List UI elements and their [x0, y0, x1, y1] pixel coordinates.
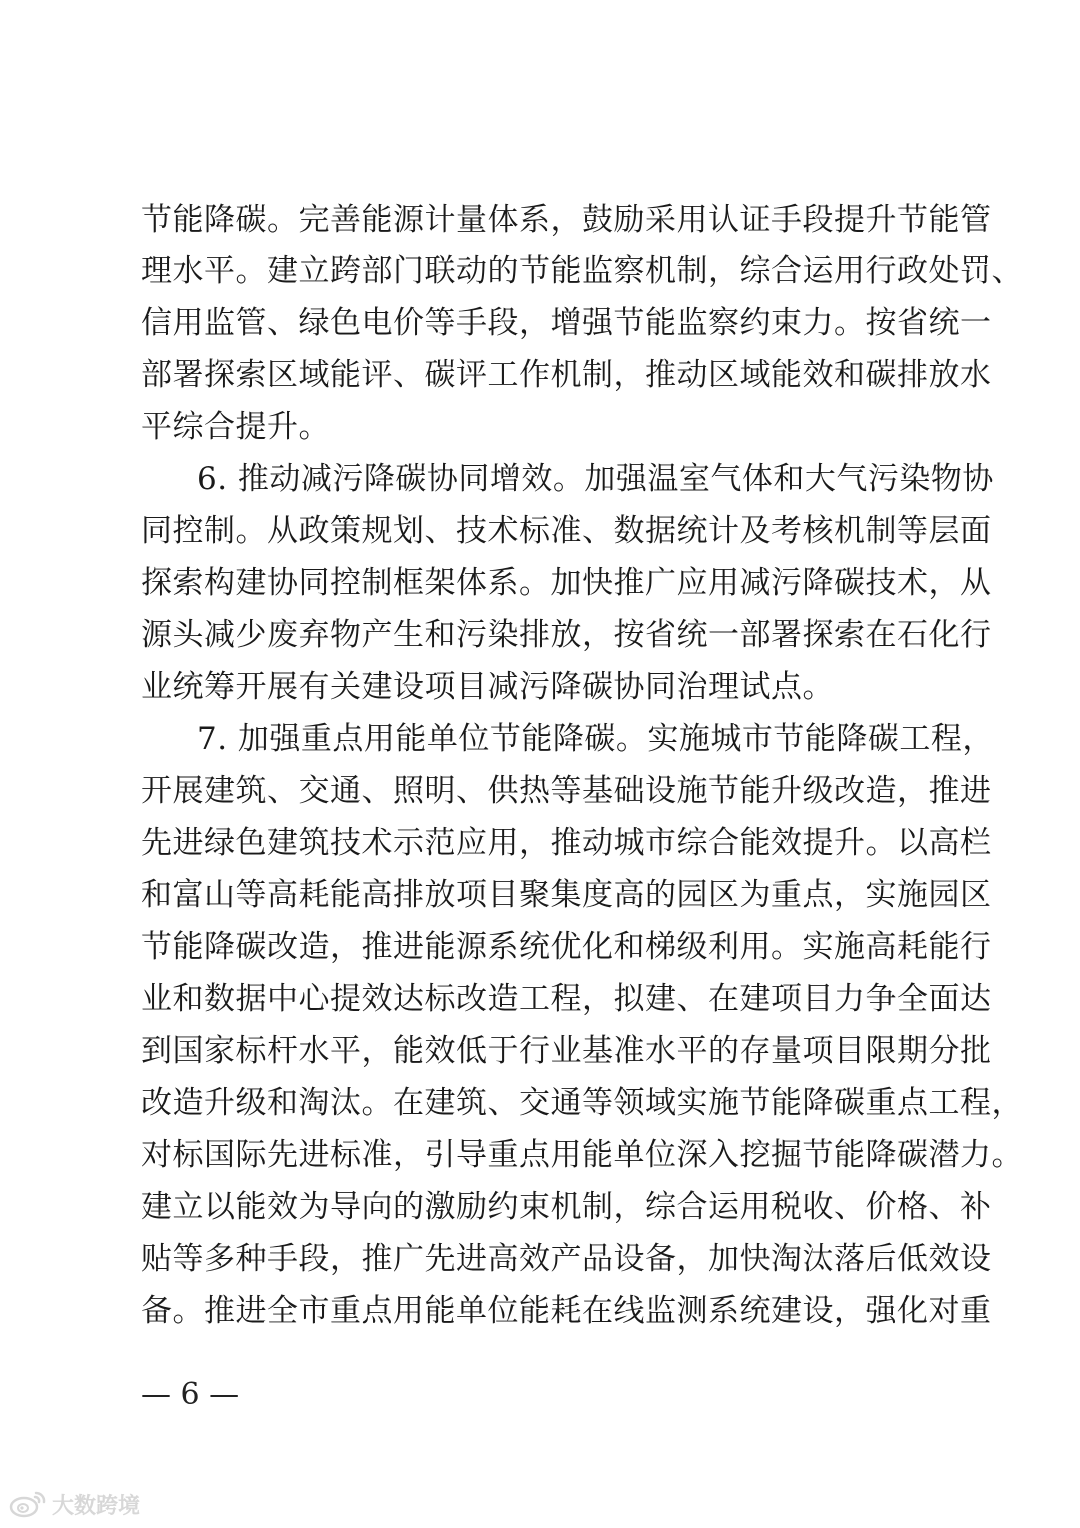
- paragraph-line: 理水平。建立跨部门联动的节能监察机制，综合运用行政处罚、: [141, 253, 1023, 289]
- page-number: — 6 —: [141, 1377, 240, 1412]
- paragraph-line: 同控制。从政策规划、技术标准、数据统计及考核机制等层面: [141, 513, 992, 549]
- paragraph-line: 业和数据中心提效达标改造工程，拟建、在建项目力争全面达: [141, 981, 992, 1017]
- paragraph-line: 备。推进全市重点用能单位能耗在线监测系统建设，强化对重: [141, 1293, 992, 1329]
- paragraph-line: 贴等多种手段，推广先进高效产品设备，加快淘汰落后低效设: [141, 1241, 992, 1277]
- paragraph-line: 部署探索区域能评、碳评工作机制，推动区域能效和碳排放水: [141, 357, 992, 393]
- paragraph-line: 平综合提升。: [141, 409, 330, 445]
- watermark: [8, 1488, 140, 1520]
- paragraph-line: 探索构建协同控制框架体系。加快推广应用减污降碳技术，从: [141, 565, 992, 601]
- paragraph-line: 和富山等高耗能高排放项目聚集度高的园区为重点，实施园区: [141, 877, 992, 913]
- paragraph-line: 节能降碳。完善能源计量体系，鼓励采用认证手段提升节能管: [141, 202, 992, 238]
- paragraph-line: 建立以能效为导向的激励约束机制，综合运用税收、价格、补: [141, 1189, 992, 1225]
- paragraph-line: 节能降碳改造，推进能源系统优化和梯级利用。实施高耗能行: [141, 929, 992, 965]
- paragraph-line: 改造升级和淘汰。在建筑、交通等领域实施节能降碳重点工程，: [141, 1085, 1023, 1121]
- paragraph-line: 对标国际先进标准，引导重点用能单位深入挖掘节能降碳潜力。: [141, 1137, 1023, 1173]
- paragraph-line: 源头减少废弃物产生和污染排放，按省统一部署探索在石化行: [141, 617, 992, 653]
- paragraph-line: 到国家标杆水平，能效低于行业基准水平的存量项目限期分批: [141, 1033, 992, 1069]
- paragraph-line: 开展建筑、交通、照明、供热等基础设施节能升级改造，推进: [141, 773, 992, 809]
- paragraph-line: 业统筹开展有关建设项目减污降碳协同治理试点。: [141, 669, 834, 705]
- watermark-text: 大数跨境: [52, 1493, 141, 1519]
- weibo-logo-icon: [8, 1489, 48, 1519]
- section-heading-line: 6. 推动减污降碳协同增效。加强温室气体和大气污染物协: [197, 461, 994, 497]
- paragraph-line: 信用监管、绿色电价等手段，增强节能监察约束力。按省统一: [141, 305, 992, 341]
- paragraph-line: 先进绿色建筑技术示范应用，推动城市综合能效提升。以高栏: [141, 825, 992, 861]
- section-heading-line: 7. 加强重点用能单位节能降碳。实施城市节能降碳工程，: [197, 721, 994, 757]
